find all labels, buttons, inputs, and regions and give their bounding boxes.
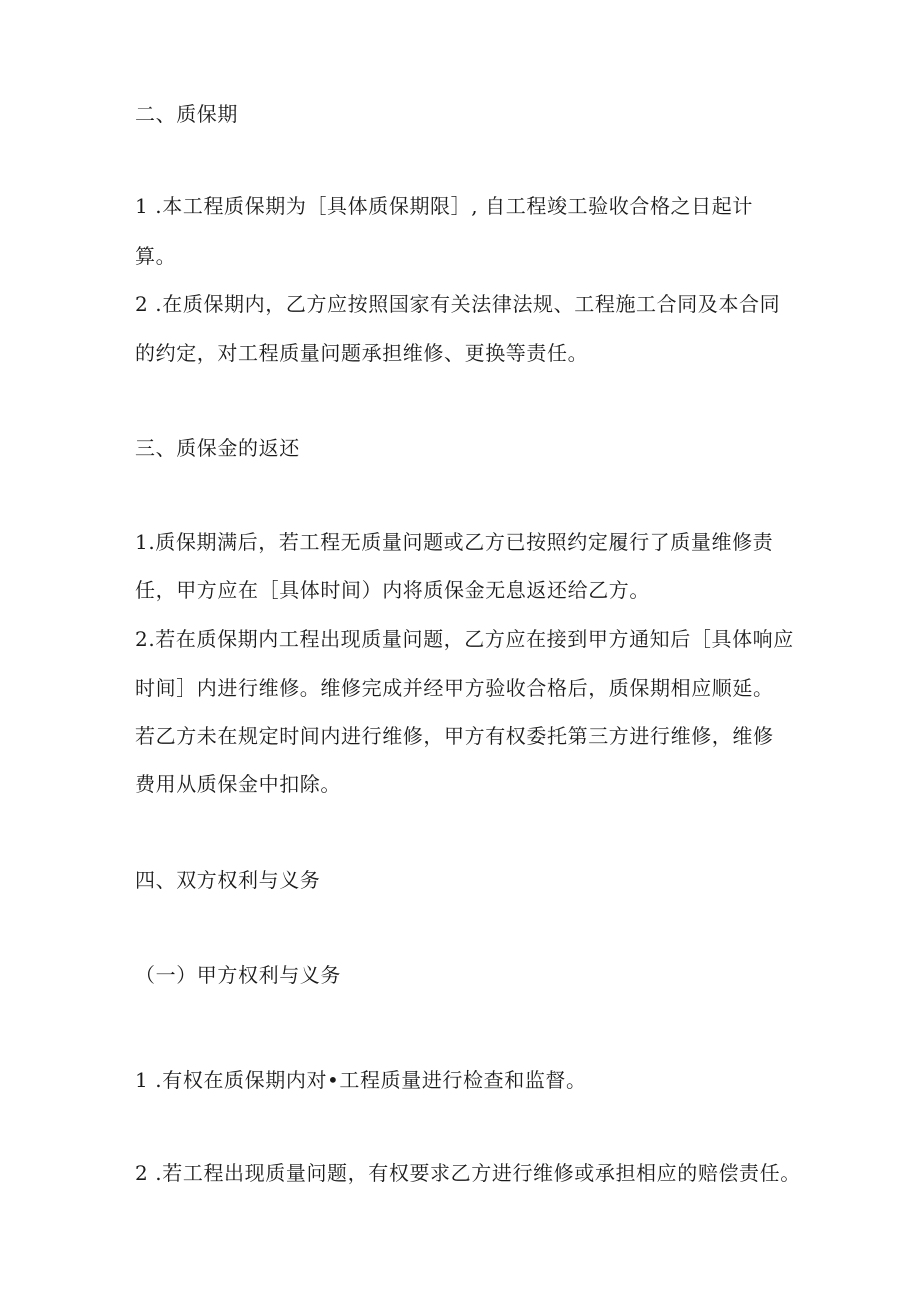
- section-heading-rights-obligations: 四、双方权利与义务: [135, 868, 321, 892]
- paragraph-line: 若乙方未在规定时间内进行维修，甲方有权委托第三方进行维修，维修: [135, 724, 774, 748]
- paragraph-line: 1 .本工程质保期为［具体质保期限］, 自工程竣工验收合格之日起计: [135, 194, 753, 218]
- paragraph-line: 1.质保期满后，若工程无质量问题或乙方已按照约定履行了质量维修责: [135, 530, 774, 554]
- paragraph-line: 费用从质保金中扣除。: [135, 772, 341, 796]
- paragraph-line: 时间］内进行维修。维修完成并经甲方验收合格后，质保期相应顺延。: [135, 676, 774, 700]
- section-heading-deposit-return: 三、质保金的返还: [135, 436, 300, 460]
- paragraph-line: 的约定，对工程质量问题承担维修、更换等责任。: [135, 341, 589, 365]
- subsection-heading-party-a: （一）甲方权利与义务: [135, 963, 341, 987]
- paragraph-line: 2 .若工程出现质量问题，有权要求乙方进行维修或承担相应的赔偿责任。: [135, 1161, 801, 1185]
- paragraph-line: 算。: [135, 244, 177, 268]
- paragraph-line: 1 .有权在质保期内对•工程质量进行检查和监督。: [135, 1068, 587, 1092]
- paragraph-line: 2.若在质保期内工程出现质量问题，乙方应在接到甲方通知后［具体响应: [135, 627, 794, 651]
- paragraph-line: 2 .在质保期内，乙方应按照国家有关法律法规、工程施工合同及本合同: [135, 292, 781, 316]
- paragraph-line: 任，甲方应在［具体时间）内将质保金无息返还给乙方。: [135, 578, 650, 602]
- section-heading-warranty-period: 二、质保期: [135, 102, 238, 126]
